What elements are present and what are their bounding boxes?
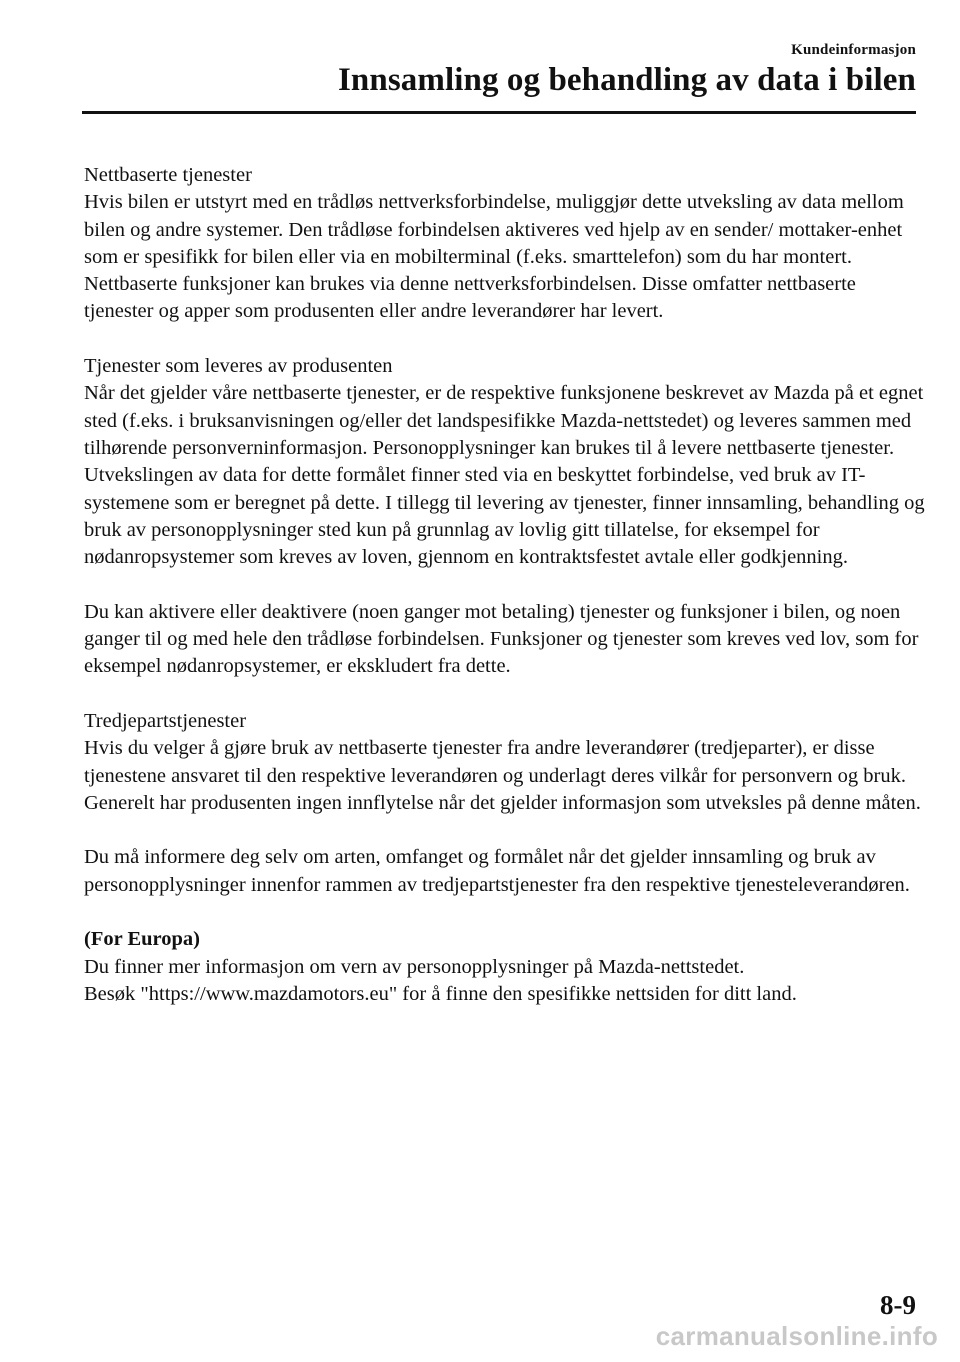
page-title: Innsamling og behandling av data i bilen	[337, 62, 916, 98]
header-divider	[82, 111, 916, 114]
section-inform-yourself	[84, 844, 930, 899]
section-europe	[84, 926, 930, 1008]
section-body: Hvis bilen er utstyrt med en trådløs nettverksforbindelse, muliggjør dette utveksling av data mellom bilen og andre systemer. Den trådløse forbindelsen aktiveres ved hjelp av en sender/ mottaker-enhet som er spesifikk for bilen eller via en mobilterminal (f.eks. smarttelefon) som du har montert. Nettbaserte funksjoner kan brukes via denne nettverksforbindelsen. Disse omfatter nettbaserte tjenester og apper som produsenten eller andre leverandører har levert.	[84, 191, 904, 323]
page-number: 8-9	[880, 1290, 916, 1320]
section-heading: (For Europa)	[84, 928, 200, 951]
section-heading: Tredjepartstjenester	[84, 709, 247, 732]
section-body: Hvis du velger å gjøre bruk av nettbaserte tjenester fra andre leverandører (tredjeparter), er disse tjenestene ansvaret til den respektive leverandøren og underlagt deres vilkår for personvern og bruk. Generelt har produsenten ingen innflytelse når det gjelder informasjon som utveksles på denne måten.	[84, 737, 921, 814]
section-heading: Nettbaserte tjenester	[84, 164, 252, 186]
watermark: carmanualsonline.info	[655, 1321, 938, 1351]
section-label: Kundeinformasjon	[791, 42, 916, 58]
section-third-party-services	[84, 708, 930, 817]
section-body: Du kan aktivere eller deaktivere (noen ganger mot betaling) tjenester og funksjoner i bilen, og noen ganger til og med hele den trådløse forbindelsen. Funksjoner og tjenester som kreves ved lov, som for eksempel nødanropsystemer, er ekskludert fra dette.	[84, 600, 919, 678]
section-body: Når det gjelder våre nettbaserte tjenester, er de respektive funksjonene beskrevet av Mazda på et egnet sted (f.eks. i bruksanvisningen og/eller det landspesifikke Mazda-nettstedet) og leveres sammen med tilhørende personverninformasjon. Personopplysninger kan brukes til å levere nettbaserte tjenester. Utvekslingen av data for dette formålet finner sted via en beskyttet forbindelse, ved bruk av IT-systemene som er beregnet på dette. I tillegg til levering av tjenester, finner innsamling, behandling og bruk av personopplysninger sted kun på grunnlag av lovlig gitt tillatelse, for eksempel for nødanropsystemer som kreves av loven, gjennom en kontraktsfestet avtale eller godkjenning.	[84, 382, 925, 569]
section-manufacturer-services	[84, 353, 930, 571]
section-body: Besøk "https://www.mazdamotors.eu" for å finne den spesifikke nettsiden for ditt land.	[84, 982, 797, 1005]
section-body: Du finner mer informasjon om vern av personopplysninger på Mazda-nettstedet.	[84, 955, 745, 978]
section-online-services	[84, 162, 930, 326]
page-content	[84, 162, 930, 1036]
section-heading: Tjenester som leveres av produsenten	[84, 355, 393, 378]
section-activation	[84, 599, 930, 681]
section-body: Du må informere deg selv om arten, omfanget og formålet når det gjelder innsamling og bruk av personopplysninger innenfor rammen av tredjepartstjenester fra den respektive tjenesteleverandøren.	[84, 846, 910, 896]
